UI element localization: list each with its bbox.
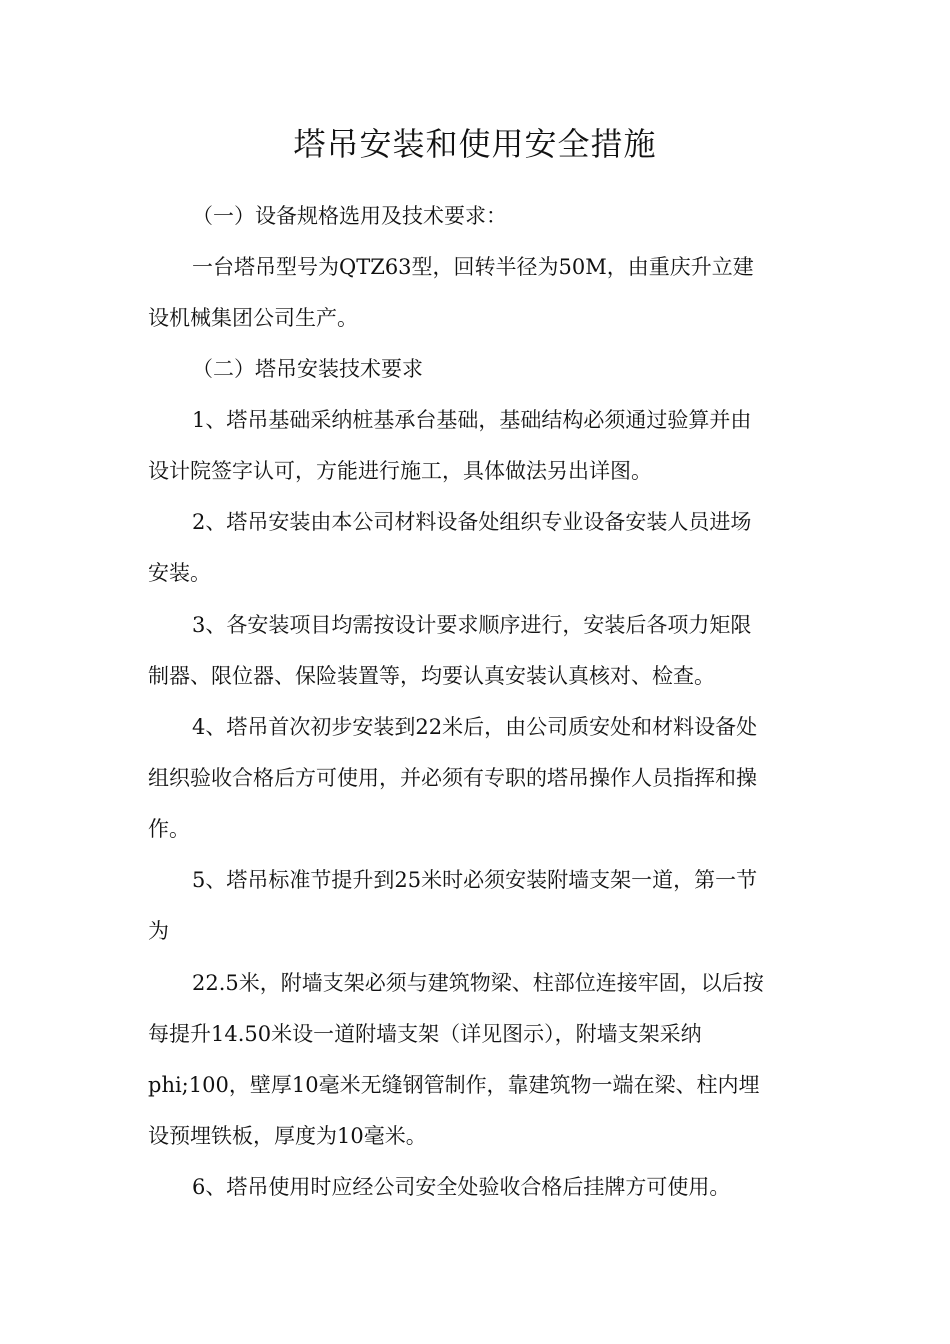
paragraph-line: 6、塔吊使用时应经公司安全处验收合格后挂牌方可使用。 [192, 1175, 731, 1199]
paragraph-line: 设计院签字认可，方能进行施工，具体做法另出详图。 [148, 459, 652, 483]
paragraph-line: 设机械集团公司生产。 [148, 306, 358, 330]
paragraph-line: 制器、限位器、保险装置等，均要认真安装认真核对、检查。 [148, 664, 715, 688]
paragraph-line: 5、塔吊标准节提升到25米时必须安装附墙支架一道，第一节 [192, 868, 758, 892]
paragraph-line: phi;100，壁厚10毫米无缝钢管制作，靠建筑物一端在梁、柱内埋 [148, 1073, 760, 1097]
paragraph-line: 作。 [148, 817, 190, 841]
paragraph-line: 3、各安装项目均需按设计要求顺序进行，安装后各项力矩限 [192, 613, 752, 637]
paragraph-line: 每提升14.50米设一道附墙支架（详见图示），附墙支架采纳 [148, 1022, 702, 1046]
page-title: 塔吊安装和使用安全措施 [293, 125, 657, 163]
paragraph-line: 为 [148, 919, 169, 943]
paragraph-line: 组织验收合格后方可使用，并必须有专职的塔吊操作人员指挥和操 [148, 766, 757, 790]
paragraph-line: 1、塔吊基础采纳桩基承台基础，基础结构必须通过验算并由 [192, 408, 752, 432]
section-heading: （一）设备规格选用及技术要求： [192, 204, 507, 228]
paragraph-line: 设预埋铁板，厚度为10毫米。 [148, 1124, 427, 1148]
section-heading: （二）塔吊安装技术要求 [192, 357, 423, 381]
paragraph-line: 安装。 [148, 561, 211, 585]
paragraph-line: 一台塔吊型号为QTZ63型，回转半径为50M，由重庆升立建 [192, 255, 754, 279]
paragraph-line: 4、塔吊首次初步安装到22米后，由公司质安处和材料设备处 [192, 715, 758, 739]
paragraph-line: 22.5米，附墙支架必须与建筑物梁、柱部位连接牢固，以后按 [192, 971, 764, 995]
paragraph-line: 2、塔吊安装由本公司材料设备处组织专业设备安装人员进场 [192, 510, 752, 534]
